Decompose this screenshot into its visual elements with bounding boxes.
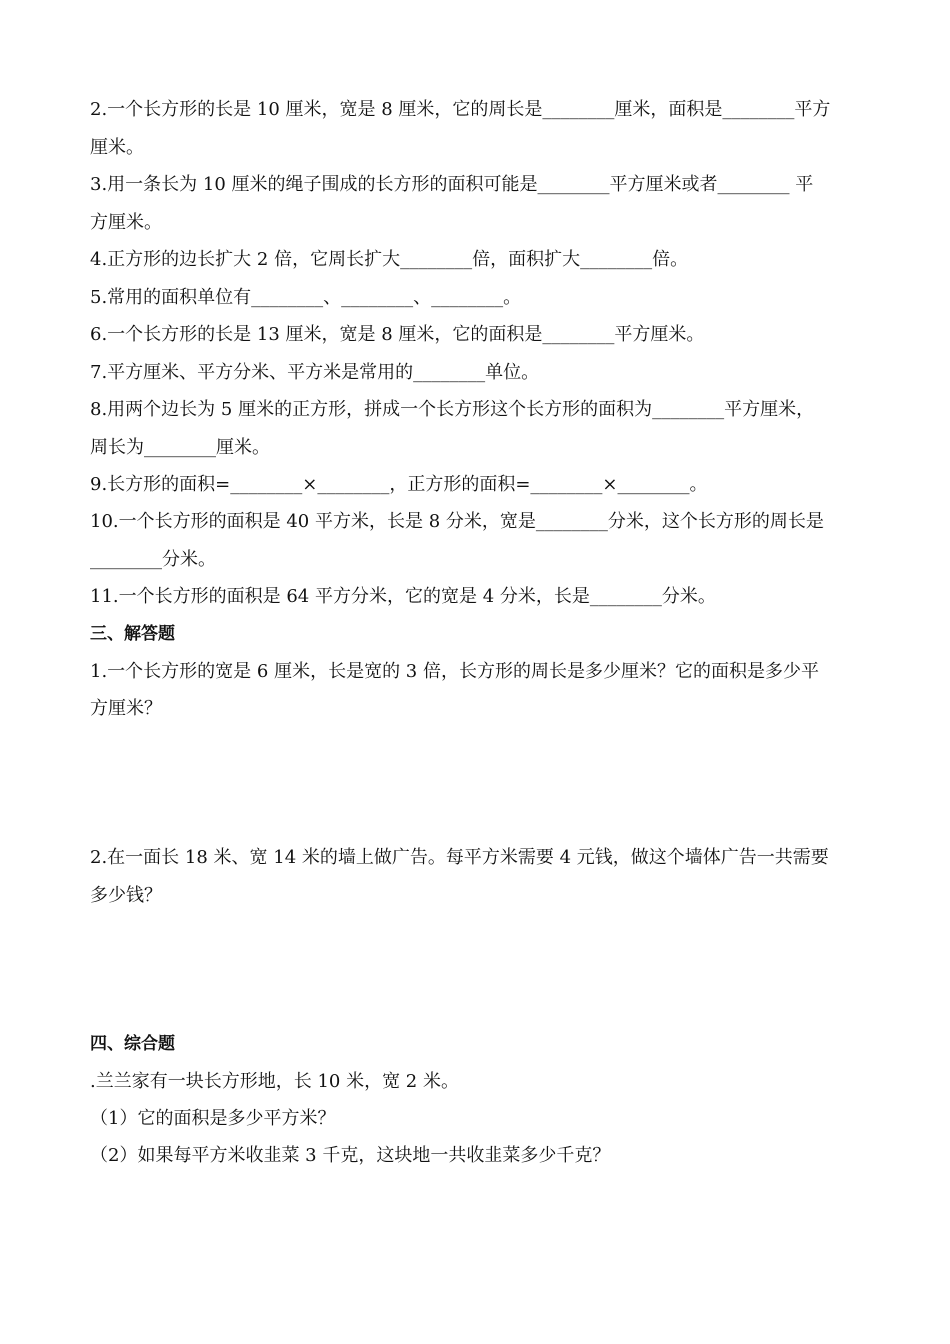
section4-title: 四、综合题 — [90, 1034, 175, 1054]
section3-title: 三、解答题 — [90, 624, 175, 644]
q4-line: 4.正方形的边长扩大 2 倍，它周长扩大________倍，面积扩大________倍。 — [90, 249, 689, 270]
q10-line-1: 10.一个长方形的面积是 40 平方米，长是 8 分米，宽是________分米，这个长方形的周长是 — [90, 511, 824, 532]
s3-q1-line-1: 1.一个长方形的宽是 6 厘米，长是宽的 3 倍，长方形的周长是多少厘米？它的面积是多少平 — [90, 661, 819, 682]
q3-line-2: 方厘米。 — [90, 212, 162, 233]
s4-sub1: （1）它的面积是多少平方米？ — [90, 1108, 336, 1129]
q2-line-1: 2.一个长方形的长是 10 厘米，宽是 8 厘米，它的周长是________厘米，面积是________平方 — [90, 99, 831, 120]
s4-intro: .兰兰家有一块长方形地，长 10 米，宽 2 米。 — [90, 1071, 459, 1092]
q10-line-2: ________分米。 — [90, 549, 216, 570]
s3-q2-line-2: 多少钱？ — [90, 885, 162, 906]
q6-line: 6.一个长方形的长是 13 厘米，宽是 8 厘米，它的面积是________平方厘米。 — [90, 324, 705, 345]
q11-line: 11.一个长方形的面积是 64 平方分米，它的宽是 4 分米，长是________分米。 — [90, 586, 716, 607]
q5-line: 5.常用的面积单位有________、________、________。 — [90, 287, 522, 308]
s3-q2-line-1: 2.在一面长 18 米、宽 14 米的墙上做广告。每平方米需要 4 元钱，做这个墙体广告一共需要 — [90, 847, 829, 868]
q3-line-1: 3.用一条长为 10 厘米的绳子围成的长方形的面积可能是________平方厘米或者________ 平 — [90, 174, 814, 195]
q8-line-2: 周长为________厘米。 — [90, 437, 270, 458]
q9-line: 9.长方形的面积=________×________，正方形的面积=________×________。 — [90, 474, 708, 495]
s4-sub2: （2）如果每平方米收韭菜 3 千克，这块地一共收韭菜多少千克？ — [90, 1145, 611, 1166]
q2-line-2: 厘米。 — [90, 137, 144, 158]
q7-line: 7.平方厘米、平方分米、平方米是常用的________单位。 — [90, 362, 540, 383]
q8-line-1: 8.用两个边长为 5 厘米的正方形，拼成一个长方形这个长方形的面积为________平方厘米， — [90, 399, 815, 420]
s3-q1-line-2: 方厘米？ — [90, 698, 162, 719]
